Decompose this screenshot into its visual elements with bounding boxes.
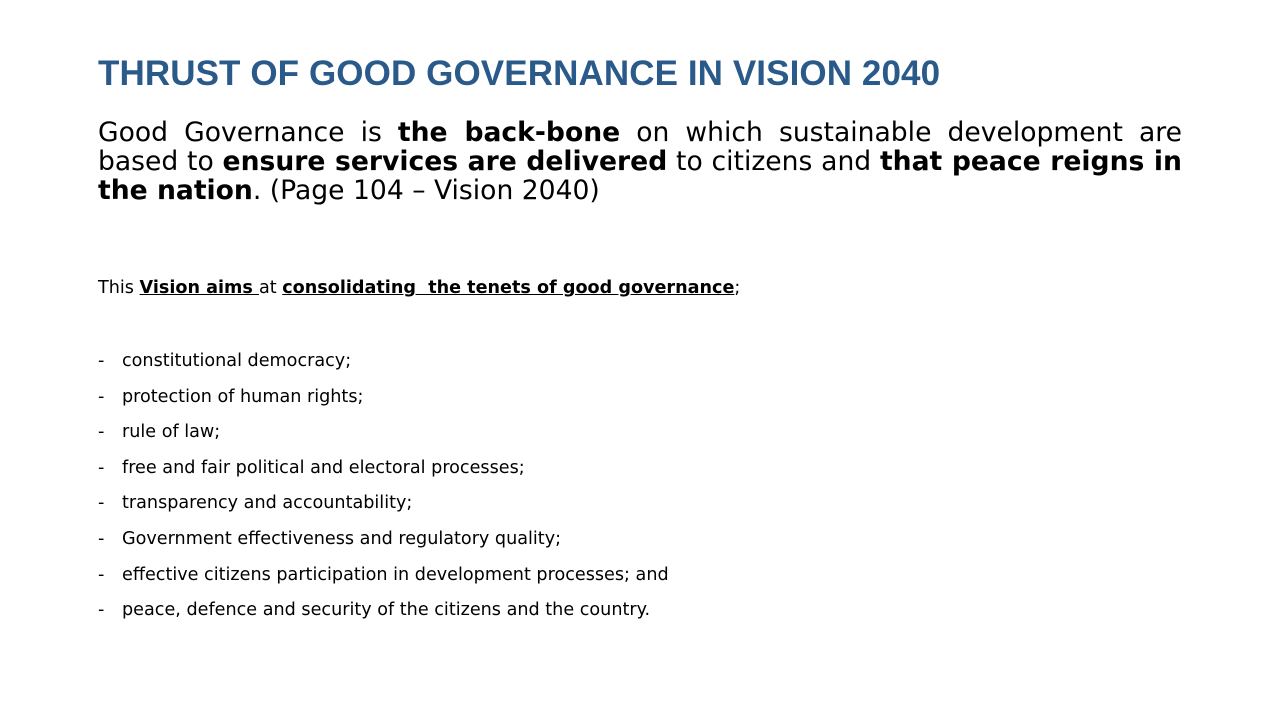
dash-bullet: - bbox=[98, 386, 105, 407]
tenet-text: peace, defence and security of the citizens and the country. bbox=[122, 600, 651, 621]
list-item bbox=[98, 454, 669, 490]
list-item bbox=[98, 489, 669, 525]
tenet-text: protection of human rights; bbox=[122, 386, 364, 407]
dash-bullet: - bbox=[98, 528, 105, 549]
tenet-text: transparency and accountability; bbox=[122, 493, 413, 514]
dash-bullet: - bbox=[98, 422, 105, 443]
list-item bbox=[98, 347, 669, 383]
intro-underlined-consolidating: consolidating the tenets of good governance bbox=[282, 278, 735, 298]
intro-line bbox=[98, 276, 740, 300]
dash-bullet: - bbox=[98, 351, 105, 371]
list-item bbox=[98, 383, 669, 419]
lead-emphasis-services: ensure services are delivered bbox=[222, 146, 668, 177]
lead-paragraph bbox=[98, 118, 1182, 205]
lead-text: on which sustainable development are based to bbox=[98, 117, 1182, 177]
tenet-text: effective citizens participation in development processes; and bbox=[122, 564, 669, 585]
intro-text: ; bbox=[734, 278, 741, 298]
slide-title: THRUST OF GOOD GOVERNANCE IN VISION 2040 bbox=[98, 54, 941, 93]
lead-text: to citizens and bbox=[667, 146, 880, 177]
dash-bullet: - bbox=[98, 457, 105, 478]
tenet-text: free and fair political and electoral processes; bbox=[122, 457, 525, 478]
tenet-text: Government effectiveness and regulatory quality; bbox=[122, 528, 562, 549]
tenet-text: rule of law; bbox=[122, 422, 221, 443]
tenet-text: constitutional democracy; bbox=[122, 351, 352, 371]
lead-emphasis-backbone: the back-bone bbox=[397, 117, 621, 148]
lead-text: Good Governance is bbox=[98, 117, 398, 148]
lead-text: . (Page 104 – Vision 2040) bbox=[252, 175, 600, 206]
list-item bbox=[98, 418, 669, 454]
tenets-list bbox=[98, 347, 669, 632]
list-item bbox=[98, 596, 669, 632]
lead-emphasis-peace: that peace reigns in the nation bbox=[98, 146, 1182, 206]
list-item bbox=[98, 525, 669, 561]
intro-text: This bbox=[98, 278, 140, 298]
list-item bbox=[98, 561, 669, 597]
dash-bullet: - bbox=[98, 600, 105, 621]
intro-underlined-vision-aims: Vision aims bbox=[139, 278, 259, 298]
dash-bullet: - bbox=[98, 493, 105, 514]
intro-text: at bbox=[258, 278, 283, 298]
dash-bullet: - bbox=[98, 564, 105, 585]
